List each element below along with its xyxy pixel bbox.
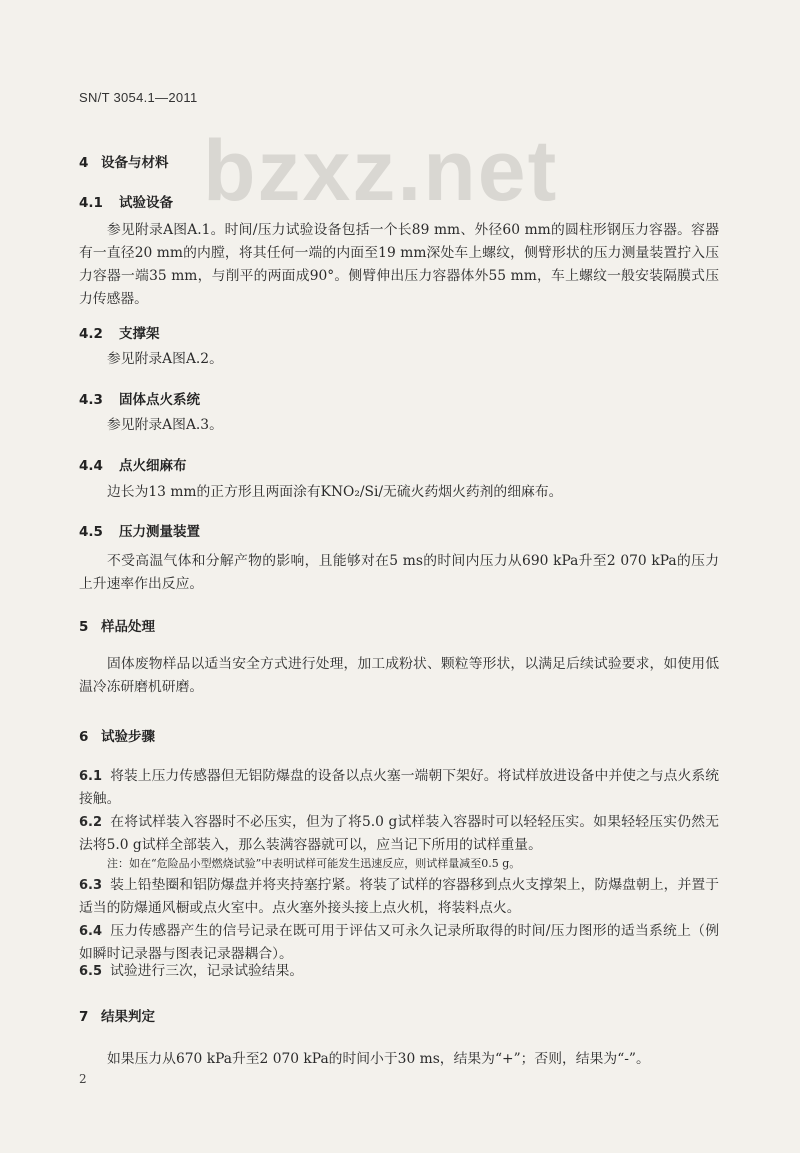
section-4-1-text: 参见附录A图A.1。时间/压力试验设备包括一个长89 mm、外径60 mm的圆柱形钢压力容器。容器有一直径20 mm的内膛，将其任何一端的内面至19 mm深处车上螺纹，侧臂形状的压力测量装置拧入压力容器一端35 mm，与削平的两面成90°。侧臂伸出压力容器体外55 mm，车上螺纹一般安装隔膜式压力传感器。: [79, 222, 719, 307]
section-number: 4.2: [79, 326, 103, 342]
section-number: 4.1: [79, 195, 103, 211]
section-4-2-text: 参见附录A图A.2。: [107, 351, 223, 367]
clause-text: 在将试样装入容器时不必压实，但为了将5.0 g试样装入容器时可以轻轻压实。如果轻轻压实仍然无法将5.0 g试样全部装入，那么装满容器就可以，应当记下所用的试样重量。: [79, 814, 719, 853]
section-title: 结果判定: [101, 1009, 155, 1025]
watermark-logo: bzxz.net: [203, 123, 559, 219]
section-number: 7: [79, 1009, 89, 1025]
section-7-text: 如果压力从670 kPa升至2 070 kPa的时间小于30 ms，结果为“+”；否则，结果为“-”。: [107, 1051, 650, 1067]
section-number: 4: [79, 155, 89, 171]
section-6-3: [79, 874, 719, 920]
standard-code: SN/T 3054.1—2011: [79, 90, 198, 105]
section-6-2: [79, 811, 719, 857]
section-title: 样品处理: [101, 619, 155, 635]
clause-number: 6.2: [79, 815, 103, 830]
section-6-heading: [79, 725, 155, 745]
section-number: 5: [79, 619, 89, 635]
section-number: 4.5: [79, 524, 103, 540]
section-number: 6: [79, 729, 89, 745]
clause-number: 6.5: [79, 964, 103, 979]
section-4-2-heading: [79, 322, 160, 342]
note: 注：如在“危险品小型燃烧试验”中表明试样可能发生迅速反应，则试样量减至0.5 g。: [107, 857, 521, 870]
clause-text: 将装上压力传感器但无铝防爆盘的设备以点火塞一端朝下架好。将试样放进设备中并使之与点火系统接触。: [79, 768, 719, 807]
clause-number: 6.1: [79, 769, 103, 784]
section-4-5-text: 不受高温气体和分解产物的影响，且能够对在5 ms的时间内压力从690 kPa升至2 070 kPa的压力上升速率作出反应。: [79, 553, 719, 592]
section-4-4-heading: [79, 454, 187, 474]
section-4-4-text: 边长为13 mm的正方形且两面涂有KNO₂/Si/无硫火药烟火药剂的细麻布。: [107, 484, 563, 500]
section-title: 压力测量装置: [119, 524, 200, 540]
clause-number: 6.4: [79, 924, 103, 939]
section-4-5-heading: [79, 520, 200, 540]
section-7-heading: [79, 1005, 155, 1025]
clause-text: 装上铅垫圈和铝防爆盘并将夹持塞拧紧。将装了试样的容器移到点火支撑架上，防爆盘朝上，并置于适当的防爆通风橱或点火室中。点火塞外接头接上点火机，将装料点火。: [79, 877, 719, 916]
section-4-3-text: 参见附录A图A.3。: [107, 417, 223, 433]
clause-text: 压力传感器产生的信号记录在既可用于评估又可永久记录所取得的时间/压力图形的适当系统上（例如瞬时记录器与图表记录器耦合）。: [79, 923, 719, 962]
section-title: 设备与材料: [101, 155, 169, 171]
section-title: 点火细麻布: [119, 458, 187, 474]
section-title: 试验步骤: [101, 729, 155, 745]
section-5-heading: [79, 615, 155, 635]
section-title: 支撑架: [119, 326, 160, 342]
section-6-5: [79, 960, 719, 983]
clause-text: 试验进行三次，记录试验结果。: [110, 963, 304, 979]
section-number: 4.4: [79, 458, 103, 474]
section-4-1-heading: [79, 191, 173, 211]
section-4-3-heading: [79, 388, 200, 408]
clause-number: 6.3: [79, 878, 103, 893]
section-6-1: [79, 765, 719, 811]
section-5-text: 固体废物样品以适当安全方式进行处理，加工成粉状、颗粒等形状，以满足后续试验要求，如使用低温冷冻研磨机研磨。: [79, 656, 719, 695]
section-title: 固体点火系统: [119, 392, 200, 408]
section-4-heading: [79, 151, 169, 171]
page-number: 2: [79, 1072, 87, 1086]
section-title: 试验设备: [119, 195, 173, 211]
section-number: 4.3: [79, 392, 103, 408]
